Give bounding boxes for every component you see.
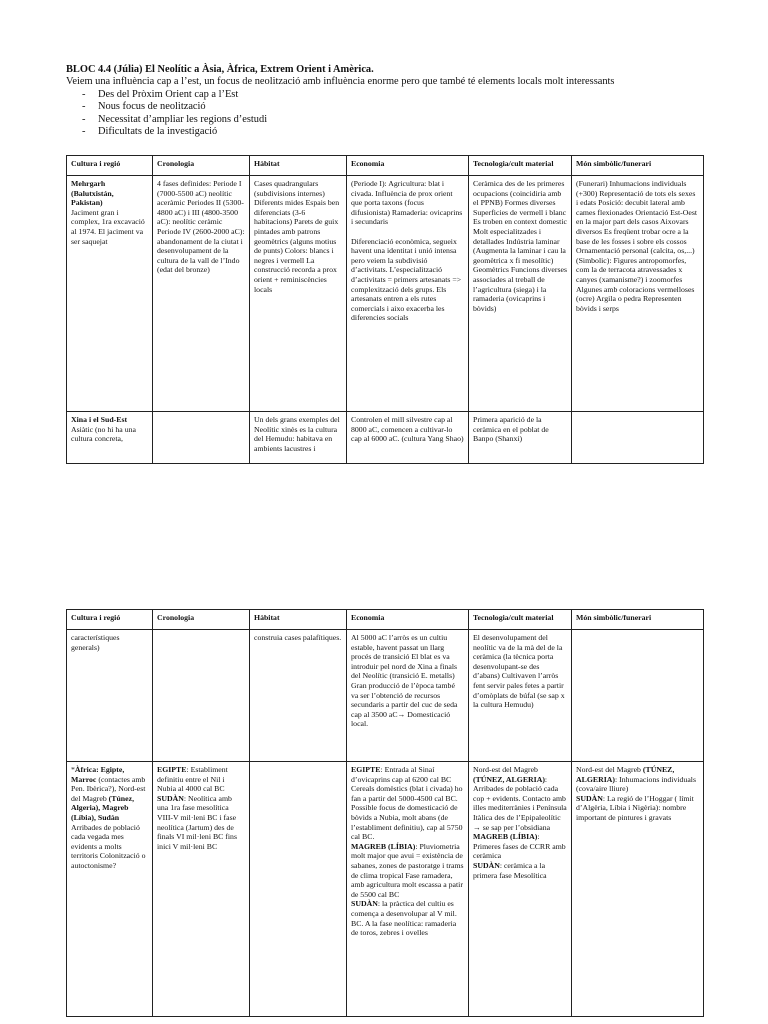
table-row — [67, 630, 704, 762]
bullet-item: - Dificultats de la investigació — [66, 126, 726, 138]
subregion-label: (TÚNEZ, ALGERIA) — [576, 765, 675, 784]
cell-economia — [347, 176, 469, 412]
col-header-economia: Economia — [347, 610, 469, 630]
col-header-simbolic: Món simbòlic/funerari — [572, 610, 704, 630]
region-name: Àfrica: Egipte, Marroc — [71, 765, 125, 784]
region-name: Xina i el Sud-Est — [71, 415, 128, 424]
neolithic-table-1 — [66, 155, 704, 464]
cell-simbolic — [572, 412, 704, 464]
subregion-text: Nord-est del Magreb — [473, 765, 538, 774]
cell-cultura — [67, 412, 153, 464]
col-header-cronologia: Cronologia — [153, 156, 250, 176]
table-row — [67, 176, 704, 412]
col-header-cronologia: Cronologia — [153, 610, 250, 630]
subregion-label: MAGREB (LÍBIA) — [473, 832, 538, 842]
subregion-label: SUDÀN — [576, 793, 603, 803]
cell-habitat: Cases quadrangulars (subdivisions internes) Diferents mides Espais ben diferenciats (3-6 habitacions) Parets de guix pintades amb patrons geomètrics (alguns motius de punts) Colors: blancs i negres i vermell La construcció recorda a prox orient + reminiscències locals — [250, 176, 347, 412]
subregion-text: : ceràmica a la primera fase Mesolítica — [473, 860, 547, 880]
region-note: (contactes amb Pen. Ibèrica?), Nord-est del Magreb — [71, 774, 146, 803]
subregion-text: : Pluviometria molt major que avui = existència de sabanes, zones de pastoratge i trams de clima tropical Fase ramadera, amb agricultura molt escassa a patir de 5500 cal BC — [351, 841, 464, 899]
subregion-text: Nord-est del Magreb — [576, 765, 643, 774]
cell-tecnologia: Primera aparició de la ceràmica en el poblat de Banpo (Shanxi) — [469, 412, 572, 464]
subregion-label: SUDÀN — [473, 860, 500, 870]
col-header-cultura: Cultura i regió — [67, 156, 153, 176]
bullet-item: - Nous focus de neolització — [66, 101, 726, 113]
cell-tecnologia: Ceràmica des de les primeres ocupacions (coincidiria amb el PPNB) Formes diverses Superficies de vermell i blanc Es troben en context domestic Molt especialitzades i detallades Indústria laminar (Augmenta la laminar i cau la geomètrica x fi mesolític) Geomètrics Funcions diverses associades al treball de l’agricultura (siega) i la ramaderia (ovicaprins i bòvids) — [469, 176, 572, 412]
cell-economia: Controlen el mill silvestre cap al 8000 aC, comencen a cultivar-lo cap al 6000 aC. (cultura Yang Shao) — [347, 412, 469, 464]
col-header-simbolic: Món simbòlic/funerari — [572, 156, 704, 176]
cell-cultura: característiques generals) — [67, 630, 153, 762]
col-header-cultura: Cultura i regió — [67, 610, 153, 630]
subregion-text: : Inhumacions individuals (cova/aire lliure) — [576, 774, 696, 794]
subregion-text: : Neolítica amb una 1ra fase mesolítica VIII-V mil·leni BC i fase neolítica (Jartum) des de finals VI mil·leni BC fins inici V mil·leni BC — [157, 793, 237, 851]
subregion-label: SUDÀN — [351, 899, 378, 909]
cell-cronologia: 4 fases definides: Periode I (7000-5500 aC) neolític aceràmic Periodes II (5300-4800 aC) i III (4800-3500 aC): neolític ceràmic Periode IV (2600-2000 aC): abandonament de la ciutat i desenvolupament de la cultura de la vall de l’Indo (edat del bronze) — [153, 176, 250, 412]
cell-simbolic — [572, 762, 704, 1017]
col-header-habitat: Hàbitat — [250, 156, 347, 176]
region-name: Mehrgarh — [71, 179, 106, 188]
cell-cronologia — [153, 762, 250, 1017]
economia-text: Diferenciació econòmica, segueix havent una identitat i unió intensa pero veiem la subdivisió d’activitats. L’especialització d’activitats = primers artesanats => complexització dels grups. Els artesanats entren a els rutes comercials i aixo exacerba les diferencies socials — [351, 236, 462, 323]
cell-tecnologia: El desenvolupament del neolític va de la mà del de la ceràmica (la tècnica porta desenvolupant-se des d’abans) Cultivaven l’arròs fent servir pales fetes a partir d’omòplats de búfal (se sap x la cultura Hemudu) — [469, 630, 572, 762]
neolithic-table-2 — [66, 609, 704, 1017]
region-description: Jaciment gran i complex, 1ra excavació al 1974. El jaciment va ser saquejat — [71, 207, 145, 246]
cell-simbolic — [572, 630, 704, 762]
subregion-label: EGIPTE — [351, 765, 381, 774]
cell-tecnologia — [469, 762, 572, 1017]
subregion-label: (TÚNEZ, ALGERIA) — [473, 774, 545, 784]
subregion-text: : Primeres fases de CCRR amb ceràmica — [473, 832, 566, 861]
cell-habitat: Un dels grans exemples del Neolític xinès es la cultura del Hemudu: habitava en ambients lacustres i — [250, 412, 347, 464]
cell-economia: Al 5000 aC l’arròs es un cultiu estable, havent passat un llarg procés de transició El blat es va introduir pel nord de Xina a finals del Neolític (transició E. metalls) Gran producció de l’època també va ser l’obtenció de recursos secundaris a partir del cuc de seda cap al 3500 aC→ Domesticació local. — [347, 630, 469, 762]
cell-simbolic: (Funerari) Inhumacions individuals (+300) Representació de tots els sexes i edats Posició: decubit lateral amb cames flexionades Orientació Est-Oest en la major part dels casos Aixovars diversos Es freqüent trobar ocre a la base de les fosses i sobre els cossos Ornamentació personal (calcita, os,...) (Simbolic): Figures antropomorfes, com la de terracota atravessades x canyes (xamanisme?) i zoomorfes Algunes amb coloracions vermelloses (ocre) Argila o pedra Representen bòvids i serps — [572, 176, 704, 412]
col-header-economia: Economia — [347, 156, 469, 176]
subregion-text: : La regió de l’Hoggar ( límit d’Algèria, Líbia i Nigèria): nombre important de pintures i gravats — [576, 793, 694, 822]
cell-habitat — [250, 762, 347, 1017]
bullet-item: - Necessitat d’ampliar les regions d’estudi — [66, 114, 726, 126]
document-intro: Veiem una influència cap a l’est, un focus de neolització amb influència enorme pero que també té elements locals molt interessants — [66, 76, 615, 88]
cell-cultura — [67, 176, 153, 412]
col-header-habitat: Hàbitat — [250, 610, 347, 630]
cell-cultura — [67, 762, 153, 1017]
document-title: BLOC 4.4 (Júlia) El Neolític a Àsia, Àfrica, Extrem Orient i Amèrica. — [66, 64, 374, 75]
region-marker: * — [71, 765, 75, 774]
bullet-item: - Des del Pròxim Orient cap a l’Est — [66, 89, 726, 101]
cell-habitat: construia cases palafítiques. — [250, 630, 347, 762]
subregion-label: EGIPTE — [157, 765, 187, 774]
col-header-tecnologia: Tecnologia/cult material — [469, 610, 572, 630]
col-header-tecnologia: Tecnologia/cult material — [469, 156, 572, 176]
region-name: (Túnez, Algeria), Magreb (Líbia), Sudàn — [71, 793, 135, 822]
subregion-text: : Arribades de població cada cop + evidents. Contacto amb illes mediterrànies i Península Itàlica des de l’Epipaleolític → se sap per l’obsidiana — [473, 774, 567, 832]
table-header-row — [67, 610, 704, 630]
subregion-text: : la pràctica del cultiu es comença a desenvolupar al V mil. BC. A la fase neolítica: ramaderia de toros, zebres i ovelles — [351, 899, 457, 938]
region-name: (Balutxistán, — [71, 188, 114, 198]
economia-text: (Periode I): Agricultura: blat i civada. Influència de prox orient que porta taxons (focus difusionista) Ramaderia: ovicaprins i secundaris — [351, 179, 463, 227]
cell-economia — [347, 762, 469, 1017]
document-header — [66, 64, 726, 138]
subregion-label: SUDÀN — [157, 793, 184, 803]
cell-cronologia — [153, 412, 250, 464]
subregion-text: : Entrada al Sinaí d’ovicaprins cap al 6200 cal BC Cereals domèstics (blat i civada) ho fan a partir del 5000-4500 cal BC. Possible focus de domesticació de bòvids a Nubia, molt abans (de l’establiment definitiu), cap al 5750 cal BC. — [351, 765, 463, 842]
subregion-text: : Establiment definitiu entre el Nil i Nubia al 4000 cal BC — [157, 765, 228, 794]
cell-cronologia — [153, 630, 250, 762]
table-row — [67, 412, 704, 464]
region-description: Asiàtic (no hi ha una cultura concreta, — [71, 424, 136, 444]
bullet-list — [66, 89, 726, 139]
region-description: Arribades de població cada vegada mes evidents a molts territoris Colonització o autoctonisme? — [71, 822, 146, 870]
region-name: Pakistan) — [71, 198, 103, 208]
table-header-row — [67, 156, 704, 176]
subregion-label: MAGREB (LÍBIA) — [351, 841, 416, 851]
table-row — [67, 762, 704, 1017]
